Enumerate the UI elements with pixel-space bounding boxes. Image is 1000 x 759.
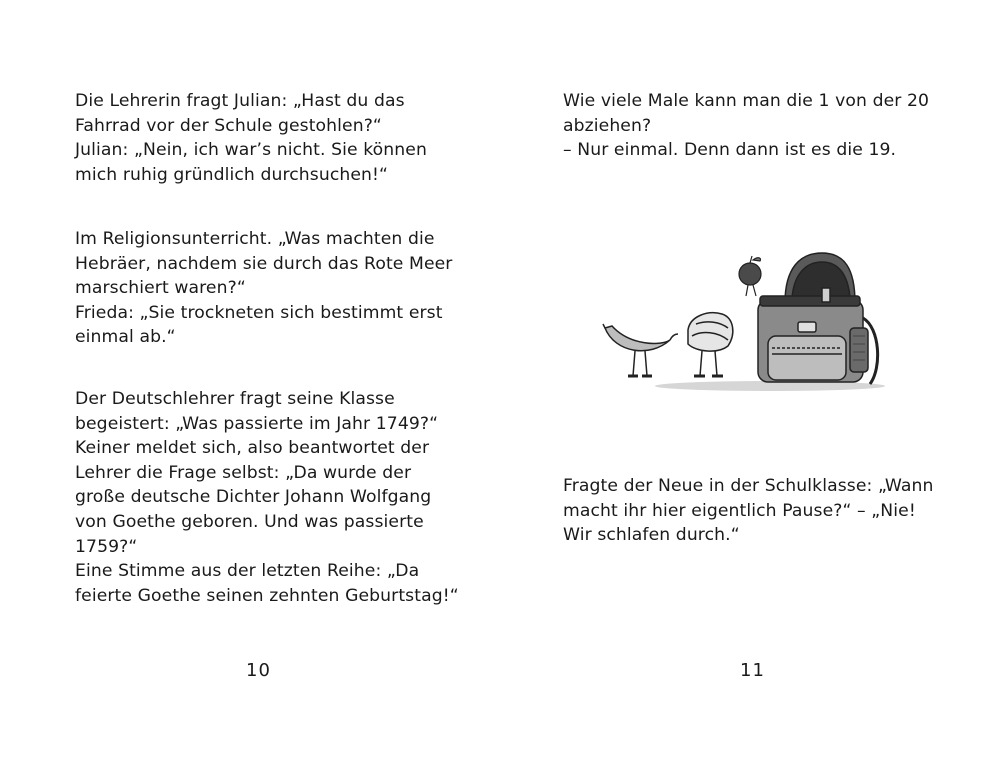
joke-line: begeistert: „Was passierte im Jahr 1749?“ — [75, 413, 439, 434]
joke-religion — [75, 227, 452, 350]
joke-line: feierte Goethe seinen zehnten Geburtstag!“ — [75, 585, 459, 606]
joke-line: von Goethe geboren. Und was passierte — [75, 511, 424, 532]
apple-icon — [739, 256, 761, 296]
joke-line: marschiert waren?“ — [75, 278, 246, 299]
right-page — [500, 0, 1000, 759]
banana-icon — [603, 324, 678, 376]
joke-line: Lehrer die Frage selbst: „Da wurde der — [75, 462, 412, 483]
joke-line: Keiner meldet sich, also beantwortet der — [75, 438, 430, 459]
joke-line: 1759?“ — [75, 536, 138, 557]
joke-line: abziehen? — [563, 115, 652, 136]
sandwich-icon — [688, 313, 733, 376]
joke-line: Die Lehrerin fragt Julian: „Hast du das — [75, 91, 405, 111]
joke-line: Hebräer, nachdem sie durch das Rote Meer — [75, 253, 453, 274]
joke-subtraction — [563, 89, 929, 163]
joke-line: – Nur einmal. Denn dann ist es die 19. — [563, 140, 897, 161]
joke-line: Eine Stimme aus der letzten Reihe: „Da — [75, 561, 420, 582]
page-number: 11 — [740, 660, 765, 681]
school-bag-icon — [758, 253, 878, 384]
joke-line: macht ihr hier eigentlich Pause?“ – „Nie! — [563, 500, 916, 521]
joke-line: einmal ab.“ — [75, 327, 176, 348]
joke-line: mich ruhig gründlich durchsuchen!“ — [75, 164, 389, 185]
joke-goethe — [75, 387, 459, 608]
joke-line: Fahrrad vor der Schule gestohlen?“ — [75, 115, 382, 136]
joke-line: Frieda: „Sie trockneten sich bestimmt erst — [75, 302, 443, 323]
joke-bike — [75, 89, 427, 187]
joke-line: Im Religionsunterricht. „Was machten die — [75, 229, 435, 249]
joke-line: Der Deutschlehrer fragt seine Klasse — [75, 389, 395, 409]
joke-line: Wie viele Male kann man die 1 von der 20 — [563, 91, 930, 111]
page-number: 10 — [246, 660, 271, 681]
joke-line: Wir schlafen durch.“ — [563, 525, 740, 546]
school-bag-illustration-icon — [600, 248, 885, 398]
joke-line: große deutsche Dichter Johann Wolfgang — [75, 487, 432, 508]
joke-line: Julian: „Nein, ich war’s nicht. Sie können — [75, 140, 427, 161]
joke-line: Fragte der Neue in der Schulklasse: „Wann — [563, 476, 934, 496]
joke-no-break — [563, 474, 933, 548]
